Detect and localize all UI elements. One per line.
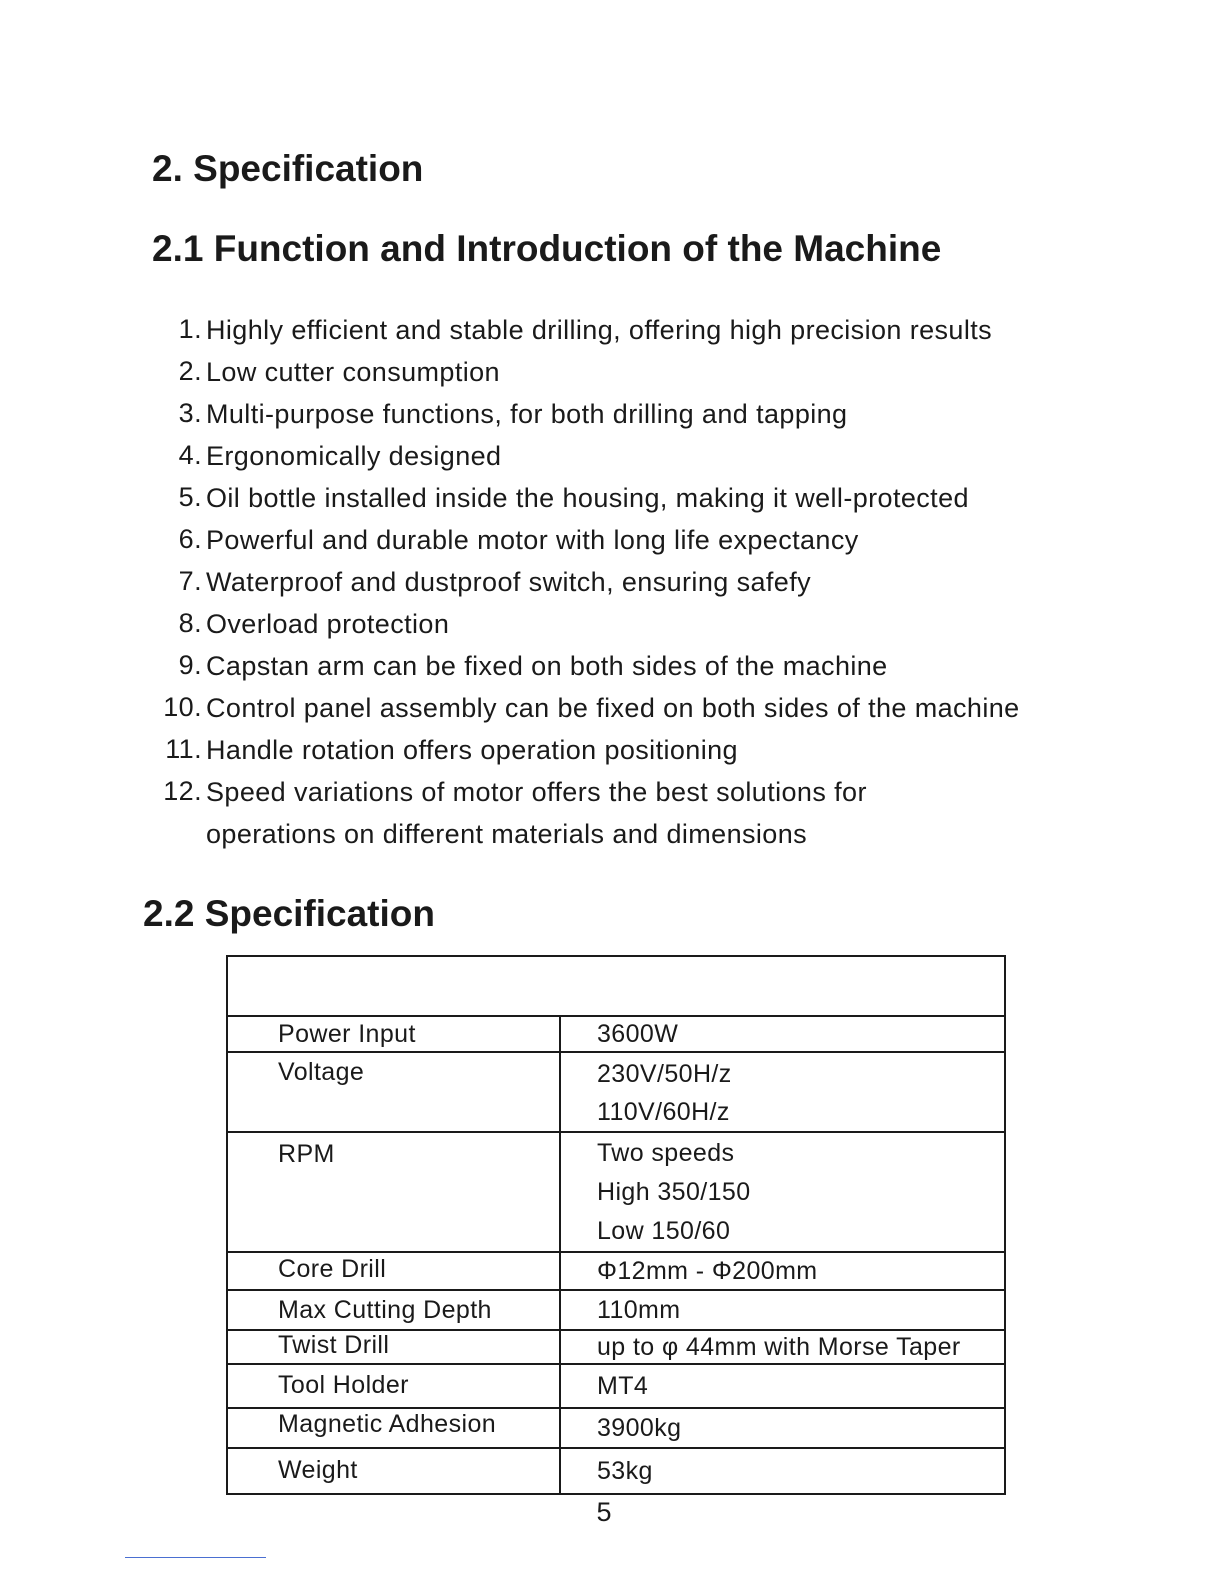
spec-label: Twist Drill <box>227 1330 560 1364</box>
list-item-number: 1. <box>178 314 202 344</box>
spec-label: Tool Holder <box>227 1364 560 1408</box>
list-item <box>150 561 1126 603</box>
list-item-number: 7. <box>178 566 202 596</box>
list-item-number: 10. <box>163 692 202 722</box>
table-row <box>227 1016 1005 1052</box>
table-header-cell <box>227 956 1005 1016</box>
table-row <box>227 1408 1005 1448</box>
footer-divider <box>125 1557 266 1558</box>
spec-value: MT4 <box>560 1364 1005 1408</box>
table-row <box>227 1052 1005 1132</box>
list-item <box>150 393 1126 435</box>
list-item-text: Handle rotation offers operation positioning <box>206 735 738 765</box>
list-item-text: Oil bottle installed inside the housing, making it well-protected <box>206 483 969 513</box>
list-item <box>150 645 1126 687</box>
list-item-number: 8. <box>178 608 202 638</box>
list-item-text: Ergonomically designed <box>206 441 502 471</box>
spec-label: Power Input <box>227 1016 560 1052</box>
list-item <box>150 435 1126 477</box>
list-item <box>150 729 1126 771</box>
list-item-text: Speed variations of motor offers the best solutions for operations on different materials and dimensions <box>206 777 867 849</box>
list-item-text: Capstan arm can be fixed on both sides of the machine <box>206 651 888 681</box>
table-row <box>227 1448 1005 1494</box>
table-row <box>227 1252 1005 1290</box>
list-item-number: 2. <box>178 356 202 386</box>
list-item-number: 5. <box>178 482 202 512</box>
list-item <box>150 309 1126 351</box>
spec-value: 230V/50H/z 110V/60H/z <box>560 1052 1005 1132</box>
list-item-number: 6. <box>178 524 202 554</box>
list-item <box>150 771 1126 855</box>
spec-value: Two speeds High 350/150 Low 150/60 <box>560 1132 1005 1252</box>
list-item <box>150 351 1126 393</box>
spec-value: 110mm <box>560 1290 1005 1330</box>
list-item-number: 11. <box>165 734 202 764</box>
list-item-text: Low cutter consumption <box>206 357 500 387</box>
list-item-text: Multi-purpose functions, for both drilling and tapping <box>206 399 848 429</box>
list-item <box>150 603 1126 645</box>
list-item-text: Waterproof and dustproof switch, ensuring safefy <box>206 567 811 597</box>
table-row <box>227 1290 1005 1330</box>
specification-table <box>226 955 1006 1495</box>
section-heading: 2. Specification <box>152 148 424 189</box>
list-item-number: 4. <box>178 440 202 470</box>
spec-label: Max Cutting Depth <box>227 1290 560 1330</box>
spec-label: RPM <box>227 1132 560 1252</box>
list-item-text: Control panel assembly can be fixed on both sides of the machine <box>206 693 1020 723</box>
feature-list <box>150 309 1126 855</box>
spec-label: Core Drill <box>227 1252 560 1290</box>
table-row <box>227 1132 1005 1252</box>
list-item-number: 3. <box>178 398 202 428</box>
spec-label: Voltage <box>227 1052 560 1132</box>
page-number: 5 <box>596 1497 612 1527</box>
spec-value: 3900kg <box>560 1408 1005 1448</box>
spec-value: up to φ 44mm with Morse Taper <box>560 1330 1005 1364</box>
list-item <box>150 477 1126 519</box>
table-row <box>227 1364 1005 1408</box>
list-item-number: 9. <box>178 650 202 680</box>
list-item-number: 12. <box>163 776 202 806</box>
list-item <box>150 687 1126 729</box>
list-item <box>150 519 1126 561</box>
spec-value: 53kg <box>560 1448 1005 1494</box>
table-header-row <box>227 956 1005 1016</box>
table-row <box>227 1330 1005 1364</box>
subsection-heading-function: 2.1 Function and Introduction of the Machine <box>152 228 942 269</box>
spec-label: Weight <box>227 1448 560 1494</box>
list-item-text: Powerful and durable motor with long life expectancy <box>206 525 859 555</box>
spec-label: Magnetic Adhesion <box>227 1408 560 1448</box>
spec-value: 3600W <box>560 1016 1005 1052</box>
list-item-text: Overload protection <box>206 609 450 639</box>
subsection-heading-specification: 2.2 Specification <box>143 893 435 934</box>
spec-value: Φ12mm - Φ200mm <box>560 1252 1005 1290</box>
list-item-text: Highly efficient and stable drilling, offering high precision results <box>206 315 993 345</box>
